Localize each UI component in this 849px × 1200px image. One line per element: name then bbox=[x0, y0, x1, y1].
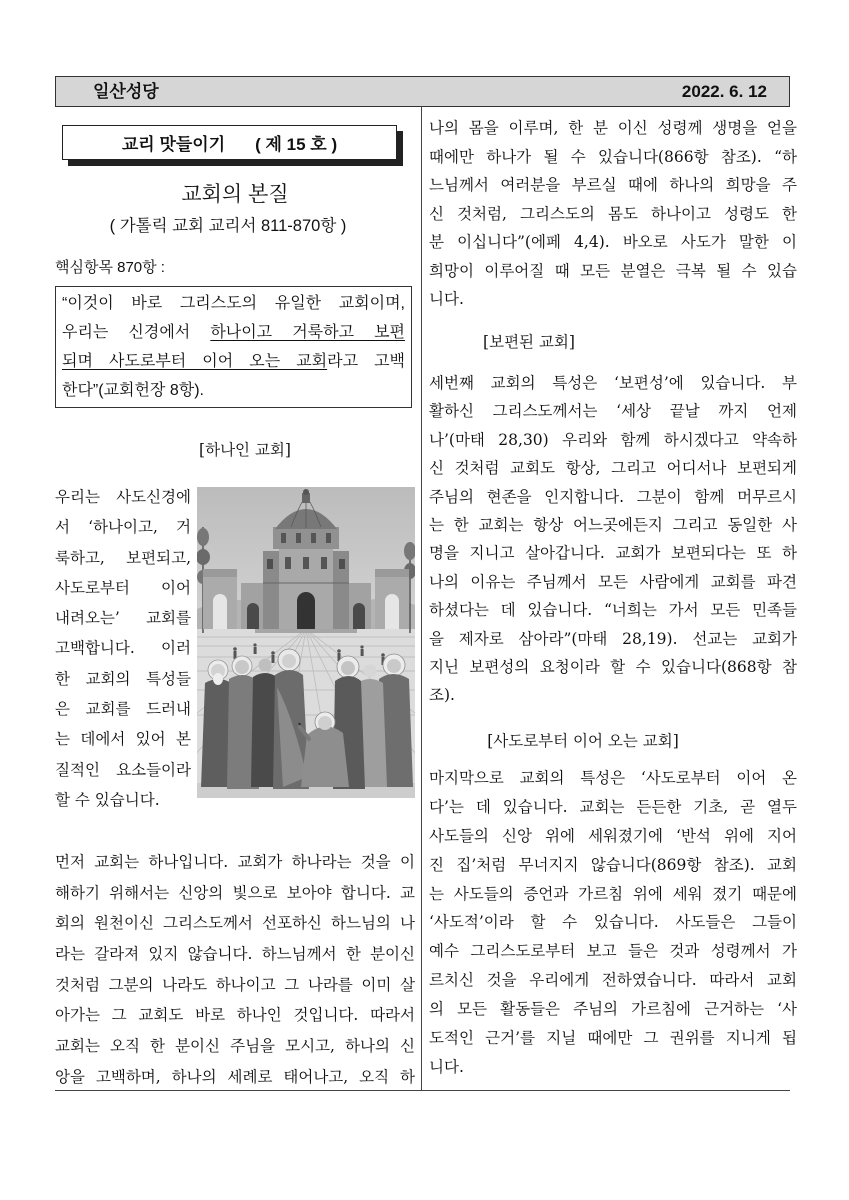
issue-date: 2022. 6. 12 bbox=[681, 82, 767, 101]
header-bar bbox=[55, 76, 790, 107]
text-line: 조). bbox=[429, 686, 455, 705]
quote-text: 우리는 신경에서 bbox=[62, 324, 211, 341]
text-line: 는 데에서 있어 본 bbox=[55, 730, 191, 749]
text-line: 는 사도들의 증언과 가르침 위에 세워 졌기 때문에 bbox=[429, 884, 797, 903]
page-subtitle: ( 가톨릭 교회 교리서 811-870항 ) bbox=[109, 217, 347, 235]
series-title-box bbox=[62, 125, 397, 160]
text-line: 교회는 오직 한 분이신 주님을 모시고, 하나의 신 bbox=[55, 1037, 415, 1056]
text-line: 느님께서 여러분을 부르실 때에 하나의 희망을 주 bbox=[429, 176, 797, 194]
text-line: 활하신 그리스도께서는 ‘세상 끝날 까지 언제 bbox=[429, 402, 797, 421]
series-issue: ( 제 15 호 ) bbox=[255, 135, 338, 154]
text-line: 우리는 사도신경에 bbox=[55, 488, 191, 506]
quote-line bbox=[62, 289, 405, 318]
text-line: 사도들의 신앙 위에 세워졌기에 ‘반석 위에 지어 bbox=[429, 826, 797, 845]
universal-church-body bbox=[429, 369, 797, 710]
key-item-label: 핵심항목 870항 : bbox=[55, 259, 165, 276]
text-line: 고백합니다. 이러 bbox=[55, 639, 191, 658]
text-line: 신 것처럼 교회도 항상, 그리고 어디서나 보편되게 bbox=[429, 459, 797, 478]
text-line: 때에만 하나가 될 수 있습니다(866항 참조). “하 bbox=[429, 147, 797, 166]
text-line: 앙을 고백하며, 하나의 세례로 태어나고, 오직 하 bbox=[55, 1067, 415, 1086]
text-line: 할 수 있습니다. bbox=[55, 790, 160, 809]
text-line: 회의 원천이신 그리스도께서 선포하신 하느님의 나 bbox=[55, 914, 415, 933]
painting-image bbox=[197, 487, 415, 798]
text-line: 라는 갈라져 있지 않습니다. 하느님께서 한 분이신 bbox=[55, 945, 415, 964]
text-line: 분 이십니다”(에페 4,4). 바오로 사도가 말한 이 bbox=[429, 233, 797, 251]
text-line: 의 모든 활동들은 주님의 가르침에 근거하는 ‘사 bbox=[429, 1000, 797, 1019]
text-line: 르치신 것을 우리에게 전하였습니다. 따라서 교회 bbox=[429, 971, 797, 990]
quote-line bbox=[62, 347, 405, 376]
quote-text: 라고 고백 bbox=[327, 353, 405, 370]
text-line: 은 교회를 드러내 bbox=[55, 700, 191, 719]
text-line: 을 제자로 삼아라”(마태 28,19). 선교는 교회가 bbox=[429, 629, 797, 648]
text-line: 는 한 교회는 항상 어느곳에든지 그리고 동일한 사 bbox=[429, 515, 797, 534]
quote-line bbox=[62, 318, 405, 347]
one-church-continued bbox=[429, 114, 797, 314]
series-label: 교리 맛들이기 bbox=[121, 135, 226, 154]
text-line: ‘사도적’이라 할 수 있습니다. 사도들은 그들이 bbox=[429, 913, 797, 932]
text-line: 신 것처럼, 그리스도의 몸도 하나이고 성령도 한 bbox=[429, 204, 797, 223]
text-line: 나의 몸을 이루며, 한 분 이신 성령께 생명을 얻을 bbox=[429, 119, 797, 137]
column-divider bbox=[421, 107, 422, 1090]
section-heading-one-church: [하나인 교회] bbox=[199, 441, 291, 459]
page-title: 교회의 본질 bbox=[181, 183, 289, 206]
text-line: 지닌 보편성의 요청이라 할 수 있습니다(868항 참 bbox=[429, 657, 797, 676]
one-church-body bbox=[55, 847, 415, 1093]
text-line: 도적인 근거’를 지닐 때에만 그 권위를 지니게 됩 bbox=[429, 1029, 797, 1048]
quote-underlined-text: 하나이고 거룩하고 보편 bbox=[210, 324, 405, 341]
text-line: 니다. bbox=[429, 290, 464, 308]
apostolic-church-body bbox=[429, 764, 797, 1082]
text-line: 니다. bbox=[429, 1057, 464, 1076]
text-line: 아가는 그 교회도 바로 하나인 것입니다. 따라서 bbox=[55, 1006, 415, 1025]
text-line: 내려오는’ 교회를 bbox=[55, 609, 191, 628]
text-line: 마지막으로 교회의 특성은 ‘사도로부터 이어 온 bbox=[429, 769, 797, 787]
text-line: 해하기 위해서는 신앙의 빛으로 보아야 합니다. 교 bbox=[55, 883, 415, 902]
text-line: 한 교회의 특성들 bbox=[55, 669, 191, 688]
text-line: 나’(마태 28,30) 우리와 함께 하시겠다고 약속하 bbox=[429, 430, 797, 449]
text-line: 사도로부터 이어 bbox=[55, 578, 191, 597]
key-quote-box bbox=[55, 286, 412, 408]
section-heading-universal-church: [보편된 교회] bbox=[483, 333, 575, 351]
one-church-intro bbox=[55, 482, 191, 815]
text-line: 예수 그리스도로부터 보고 들은 것과 성령께서 가 bbox=[429, 942, 797, 961]
text-line: 서 ‘하나이고, 거 bbox=[55, 518, 191, 537]
text-line: 진 집’처럼 무너지지 않습니다(869항 참조). 교회 bbox=[429, 855, 797, 874]
text-line: 질적인 요소들이라 bbox=[55, 760, 191, 779]
text-line: 룩하고, 보편되고, bbox=[55, 548, 191, 567]
text-line: 먼저 교회는 하나입니다. 교회가 하나라는 것을 이 bbox=[55, 853, 415, 871]
text-line: 세번째 교회의 특성은 ‘보편성’에 있습니다. 부 bbox=[429, 374, 797, 392]
text-line: 것처럼 그분의 나라도 하나이고 그 나라를 이미 살 bbox=[55, 975, 415, 994]
quote-line bbox=[62, 376, 405, 405]
text-line: 다’는 데 있습니다. 교회는 든든한 기초, 곧 열두 bbox=[429, 797, 797, 816]
text-line: 하셨다는 데 있습니다. “너희는 가서 모든 민족들 bbox=[429, 601, 797, 620]
parish-name: 일산성당 bbox=[93, 82, 159, 101]
text-line: 나의 이유는 주님께서 모든 사람에게 교회를 파견 bbox=[429, 572, 797, 591]
text-line: 명을 지니고 살아갑니다. 교회가 보편되다는 또 하 bbox=[429, 544, 797, 563]
quote-text: “이것이 바로 그리스도의 유일한 교회이며, bbox=[62, 295, 405, 312]
text-line: 주님의 현존을 인지합니다. 그분이 함께 머무르시 bbox=[429, 487, 797, 506]
text-line: 희망이 이루어질 때 모든 분열은 극복 될 수 있습 bbox=[429, 261, 797, 280]
quote-text: 한다”(교회헌장 8항). bbox=[62, 382, 204, 399]
section-heading-apostolic-church: [사도로부터 이어 오는 교회] bbox=[487, 732, 679, 750]
quote-underlined-text: 되며 사도로부터 이어 오는 교회 bbox=[62, 353, 328, 370]
